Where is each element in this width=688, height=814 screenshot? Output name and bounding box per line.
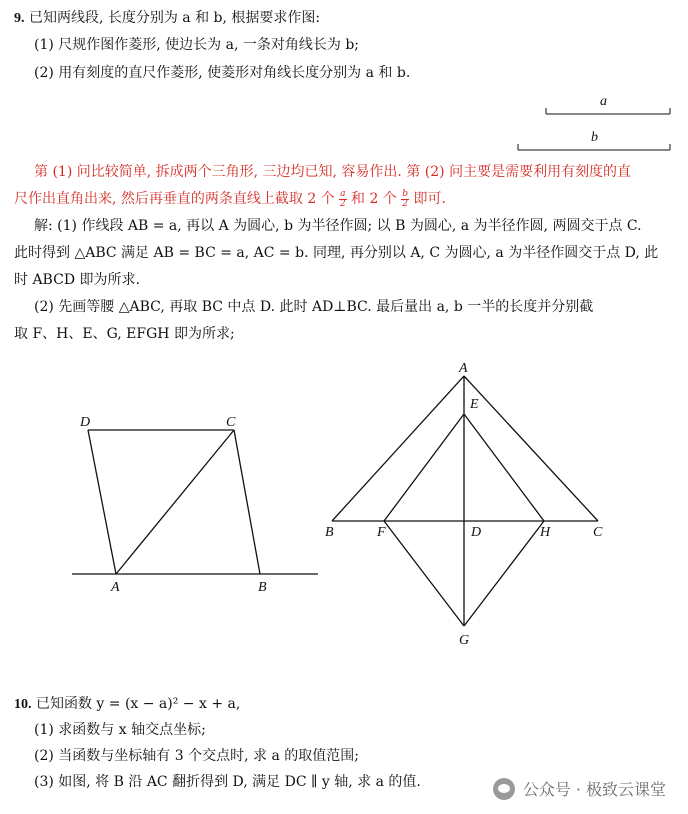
figure1-rhombus <box>72 430 318 574</box>
q9-part1: (1) 尺规作图作菱形, 使边长为 a, 一条对角线长为 b; <box>34 37 360 53</box>
frac-b-den: 2 <box>402 198 409 209</box>
frac-a-den: 2 <box>339 198 346 209</box>
figure2-label-A: A <box>459 361 468 376</box>
q10-part3: (3) 如图, 将 B 沿 AC 翻折得到 D, 满足 DC ∥ y 轴, 求 a 的值. <box>34 774 421 790</box>
figure1-label-B: B <box>258 580 267 595</box>
q10-header <box>14 694 240 715</box>
figure2-label-D: D <box>471 525 482 540</box>
q10-part2: (2) 当函数与坐标轴有 3 个交点时, 求 a 的取值范围; <box>34 748 359 764</box>
frac-a-num: a <box>340 188 346 199</box>
figure1-side-CB <box>234 430 260 574</box>
figure2-label-F: F <box>377 525 386 540</box>
figure2-side-AC <box>464 376 598 521</box>
analysis-line2-mid: 和 2 个 <box>351 191 397 207</box>
figure2-construction <box>332 376 598 626</box>
q10-number: 10. <box>14 697 32 712</box>
figure2-label-H: H <box>540 525 551 540</box>
wechat-icon <box>493 778 515 800</box>
analysis-line2-pre: 尺作出直角出来, 然后再垂直的两条直线上截取 2 个 <box>14 191 335 207</box>
q9-part2: (2) 用有刻度的直尺作菱形, 使菱形对角线长度分别为 a 和 b. <box>34 65 411 81</box>
q10-part1: (1) 求函数与 x 轴交点坐标; <box>34 722 206 738</box>
figure1-diagonal-AC <box>116 430 234 574</box>
solution-line2: 此时得到 △ABC 满足 AB = BC = a, AC = b. 同理, 再分别以 A, C 为圆心, a 为半径作圆交于点 D, 此 <box>14 245 659 261</box>
figure2-label-B: B <box>325 525 334 540</box>
figure2-side-AB <box>332 376 464 521</box>
q10-stem: 已知函数 y = (x − a)² − x + a, <box>35 696 241 712</box>
segment-b-label: b <box>591 130 598 145</box>
solution-line3: 时 ABCD 即为所求. <box>14 272 140 288</box>
figure2-side-FG <box>384 521 464 626</box>
watermark-text: 公众号 · 极致云课堂 <box>522 780 666 799</box>
figure1-side-AD <box>88 430 116 574</box>
solution-line5: 取 F、H、E、G, EFGH 即为所求; <box>14 326 235 342</box>
figure1-label-D: D <box>80 415 91 430</box>
figure2-label-C: C <box>593 525 603 540</box>
analysis-line2-post: 即可. <box>413 191 446 207</box>
figure1-label-A: A <box>111 580 120 595</box>
q9-stem: 已知两线段, 长度分别为 a 和 b, 根据要求作图: <box>28 10 321 26</box>
frac-b-num: b <box>402 188 409 199</box>
figure2-side-EH <box>464 414 544 521</box>
solution-line4: (2) 先画等腰 △ABC, 再取 BC 中点 D. 此时 AD⊥BC. 最后量出 a, b 一半的长度并分别截 <box>34 299 594 315</box>
q9-number: 9. <box>14 11 25 26</box>
segment-a-label: a <box>600 94 607 109</box>
figure2-side-EF <box>384 414 464 521</box>
figure2-label-E: E <box>470 397 479 412</box>
figure1-label-C: C <box>226 415 236 430</box>
solution-line1: 解: (1) 作线段 AB = a, 再以 A 为圆心, b 为半径作圆; 以 B 为圆心, a 为半径作圆, 两圆交于点 C. <box>34 218 642 234</box>
analysis-line1: 第 (1) 问比较简单, 拆成两个三角形, 三边均已知, 容易作出. 第 (2) 问主要是需要利用有刻度的直 <box>34 164 632 180</box>
watermark <box>493 777 666 800</box>
figure2-label-G: G <box>459 633 470 648</box>
